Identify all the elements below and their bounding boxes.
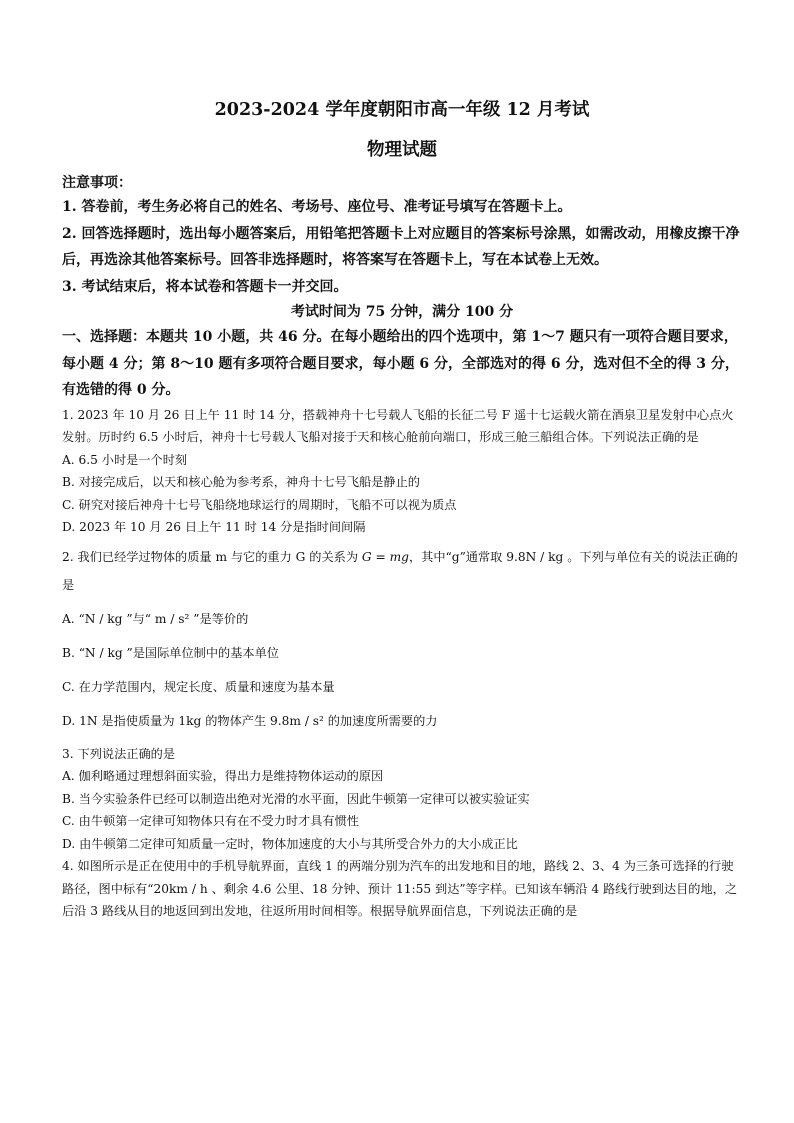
question-2-option-a: A. “N / kg ”与“ m / s² ”是等价的 [62,611,249,626]
question-3-option-a: A. 伽利略通过理想斜面实验，得出力是维持物体运动的原因 [62,769,384,783]
question-2-option-d: D. 1N 是指使质量为 1kg 的物体产生 9.8m / s² 的加速度所需要的力 [62,713,438,728]
question-1-stem: 1. 2023 年 10 月 26 日上午 11 时 14 分，搭载神舟十七号载人飞船的长征二号 F 遥十七运载火箭在酒泉卫星发射中心点火发射。历时约 6.5 小时后，神舟十七号载人飞船对接于天和核心舱前向端口，形成三舱三船组合体。下列说法正确的是 [62,407,734,444]
question-2-formula: G = mg [361,549,409,564]
question-1-option-d: D. 2023 年 10 月 26 日上午 11 时 14 分是指时间间隔 [62,520,366,534]
question-2-stem-part1: 2. 我们已经学过物体的质量 m 与它的重力 G 的关系为 [62,549,362,564]
exam-time-info: 考试时间为 75 分钟，满分 100 分 [290,304,514,320]
question-2-option-c: C. 在力学范围内，规定长度、质量和速度为基本量 [62,679,335,694]
question-1 [62,404,742,539]
question-2-stem-part2: ，其中“g”通常取 9.8N / kg 。下列与单位有关的说法正确的是 [62,549,738,592]
question-3 [62,743,742,856]
question-3-option-b: B. 当今实验条件已经可以制造出绝对光滑的水平面，因此牛顿第一定律可以被实验证实 [62,791,530,806]
question-1-option-a: A. 6.5 小时是一个时刻 [62,452,188,467]
section-heading-choice: 一、选择题：本题共 10 小题，共 46 分。在每小题给出的四个选项中，第 1～7 题只有一项符合题目要求，每小题 4 分；第 8～10 题有多项符合题目要求，每小题 6 分，全部选对的得 6 分，选对但不全的得 3 分，有选错的得 0 分。 [62,329,739,398]
question-4 [62,855,742,923]
question-4-stem: 4. 如图所示是正在使用中的手机导航界面，直线 1 的两端分别为汽车的出发地和目的地，路线 2、3、4 为三条可选择的行驶路径，图中标有“20km / h 、剩余 4.6 公里、18 分钟、预计 11:55 到达”等字样。已知该车辆沿 4 路线行驶到达目的地，之后沿 3 路线从目的地返回到出发地，往返所用时间相等。根据导航界面信息，下列说法正确的是 [62,859,738,918]
question-3-option-d: D. 由牛顿第二定律可知质量一定时，物体加速度的大小与其所受合外力的大小成正比 [62,836,518,851]
notice-item-3: 3. 考试结束后，将本试卷和答题卡一并交回。 [62,278,348,295]
question-3-stem: 3. 下列说法正确的是 [62,746,176,761]
exam-title: 2023-2024 学年度朝阳市高一年级 12 月考试 [214,100,590,120]
exam-page [62,96,742,923]
question-3-option-c: C. 由牛顿第一定律可知物体只有在不受力时才具有惯性 [62,814,359,828]
question-2 [62,543,742,735]
notice-item-2: 2. 回答选择题时，选出每小题答案后，用铅笔把答题卡上对应题目的答案标号涂黑，如需改动，用橡皮擦干净后，再选涂其他答案标号。回答非选择题时，将答案写在答题卡上，写在本试卷上无效。 [62,225,740,268]
notice-heading: 注意事项： [62,175,132,191]
exam-subject-title: 物理试题 [367,140,437,160]
question-1-option-c: C. 研究对接后神舟十七号飞船绕地球运行的周期时，飞船不可以视为质点 [62,497,457,512]
question-1-option-b: B. 对接完成后，以天和核心舱为参考系，神舟十七号飞船是静止的 [62,475,420,489]
question-2-option-b: B. “N / kg ”是国际单位制中的基本单位 [62,645,279,660]
notice-item-1: 1. 答卷前，考生务必将自己的姓名、考场号、座位号、准考证号填写在答题卡上。 [62,199,572,215]
question-2-stem [62,543,742,599]
